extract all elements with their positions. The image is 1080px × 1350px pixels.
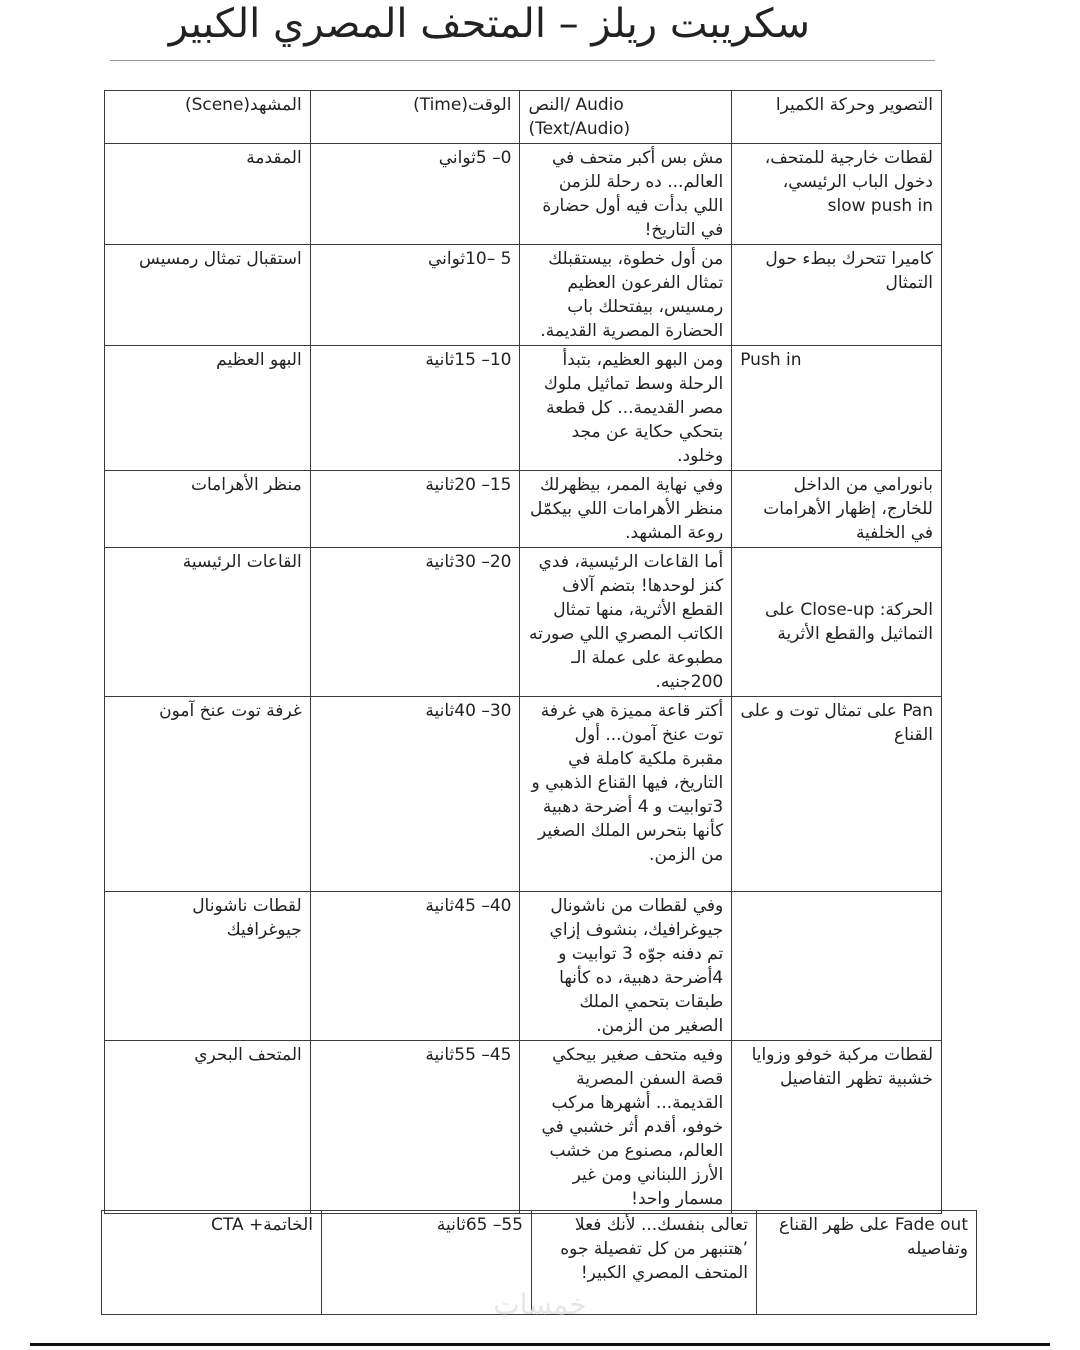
- camera-cell: لقطات مركبة خوفو وزوايا خشبية تظهر التفاصيل: [732, 1041, 942, 1214]
- closing-scene-cell: الخاتمة+ CTA: [102, 1211, 322, 1315]
- time-cell: 0– 5ثواني: [310, 144, 520, 245]
- scene-cell: منظر الأهرامات: [105, 471, 311, 548]
- table-row: [105, 1041, 942, 1214]
- table-row: [105, 471, 942, 548]
- camera-cell: Push in: [732, 346, 942, 471]
- header-audio: النص/ Audio (Text/Audio): [520, 91, 732, 144]
- camera-cell: [732, 892, 942, 1041]
- scene-cell: غرفة توت عنخ آمون: [105, 697, 311, 892]
- scene-cell: القاعات الرئيسية: [105, 548, 311, 697]
- camera-cell: بانورامي من الداخل للخارج، إظهار الأهرامات في الخلفية: [732, 471, 942, 548]
- camera-cell: الحركة: Close-up على التماثيل والقطع الأثرية: [732, 548, 942, 697]
- audio-cell: وفي لقطات من ناشونال جيوغرافيك، بنشوف إزاي تم دفنه جوّه 3 توابيت و 4أضرحة دهبية، ده كأنها طبقات بتحمي الملك الصغير من الزمن.: [520, 892, 732, 1041]
- scene-cell: البهو العظيم: [105, 346, 311, 471]
- bottom-divider: [30, 1343, 1050, 1346]
- header-time: الوقت(Time): [310, 91, 520, 144]
- table-row: [105, 697, 942, 892]
- time-cell: 20– 30ثانية: [310, 548, 520, 697]
- audio-cell: وفيه متحف صغير بيحكي قصة السفن المصرية القديمة... أشهرها مركب خوفو، أقدم أثر خشبي في العالم، مصنوع من خشب الأرز اللبناني ومن غير مسمار واحد!: [520, 1041, 732, 1214]
- closing-camera-cell: Fade out على ظهر القناع وتفاصيله: [757, 1211, 977, 1315]
- audio-cell: ومن البهو العظيم، بتبدأ الرحلة وسط تماثيل ملوك مصر القديمة... كل قطعة بتحكي حكاية عن مجد وخلود.: [520, 346, 732, 471]
- audio-cell: وفي نهاية الممر، بيظهرلك منظر الأهرامات اللي بيكمّل روعة المشهد.: [520, 471, 732, 548]
- scene-cell: لقطات ناشونال جيوغرافيك: [105, 892, 311, 1041]
- audio-cell: أكتر قاعة مميزة هي غرفة توت عنخ آمون... أول مقبرة ملكية كاملة في التاريخ، فيها القناع الذهبي و 3توابيت و 4 أضرحة دهبية كأنها بتحرس الملك الصغير من الزمن.: [520, 697, 732, 892]
- header-camera: التصوير وحركة الكميرا: [732, 91, 942, 144]
- table-row: [105, 892, 942, 1041]
- watermark-logo: خمسات: [493, 1288, 587, 1321]
- time-cell: 5 –10ثواني: [310, 245, 520, 346]
- time-cell: 45– 55ثانية: [310, 1041, 520, 1214]
- time-cell: 10– 15ثانية: [310, 346, 520, 471]
- page-title: سكريبت ريلز – المتحف المصري الكبير: [168, 1, 810, 47]
- audio-cell: مش بس أكبر متحف في العالم... ده رحلة للزمن اللي بدأت فيه أول حضارة في التاريخ!: [520, 144, 732, 245]
- table-row: [105, 144, 942, 245]
- closing-time-cell: 55– 65ثانية: [322, 1211, 532, 1315]
- camera-cell: Pan على تمثال توت و على القناع: [732, 697, 942, 892]
- header-scene: المشهد(Scene): [105, 91, 311, 144]
- camera-cell: كاميرا تتحرك ببطء حول التمثال: [732, 245, 942, 346]
- scene-cell: المقدمة: [105, 144, 311, 245]
- scene-cell: المتحف البحري: [105, 1041, 311, 1214]
- table-row: [105, 548, 942, 697]
- script-table: [104, 90, 942, 1214]
- table-header-row: [105, 91, 942, 144]
- table-row: [105, 346, 942, 471]
- title-underline: [110, 60, 935, 61]
- time-cell: 30– 40ثانية: [310, 697, 520, 892]
- closing-audio-cell: تعالى بنفسك... لأنك فعلا ’هتنبهر من كل تفصيلة جوه المتحف المصري الكبير!: [532, 1211, 757, 1315]
- camera-cell: لقطات خارجية للمتحف، دخول الباب الرئيسي، slow push in: [732, 144, 942, 245]
- audio-cell: من أول خطوة، بيستقبلك تمثال الفرعون العظيم رمسيس، بيفتحلك باب الحضارة المصرية القديمة.: [520, 245, 732, 346]
- scene-cell: استقبال تمثال رمسيس: [105, 245, 311, 346]
- time-cell: 40– 45ثانية: [310, 892, 520, 1041]
- time-cell: 15– 20ثانية: [310, 471, 520, 548]
- audio-cell: أما القاعات الرئيسية، فدي كنز لوحدها! بتضم آلاف القطع الأثرية، منها تمثال الكاتب المصري اللي صورته مطبوعة على عملة الـ 200جنيه.: [520, 548, 732, 697]
- table-row: [105, 245, 942, 346]
